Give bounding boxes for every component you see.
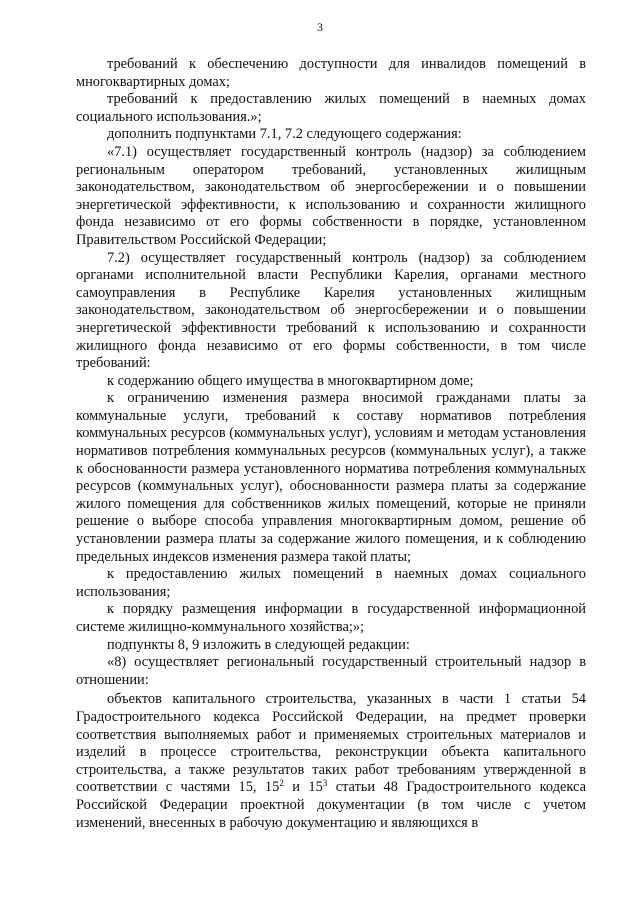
paragraph: подпункты 8, 9 изложить в следующей редакции: bbox=[107, 636, 410, 653]
paragraph: требований к обеспечению доступности для инвалидов помещений в многоквартирных домах; bbox=[76, 56, 586, 90]
paragraph: к ограничению изменения размера вносимой гражданами платы за коммунальные услуги, требований к составу нормативов потребления коммунальных ресурсов (коммунальных услуг), условиям и методам установления нормативов потребления коммунальных ресурсов (коммунальных услуг), а также к обоснованности размера установленного норматива потребления коммунальных ресурсов (коммунальных услуг), обоснованности размера платы за содержание жилого помещения для собственников жилых помещений, которые не приняли решение о выборе способа управления многоквартирным домом, решение об установлении размера платы за содержание жилого помещения, и к соблюдению предельных индексов изменения размера такой платы; bbox=[76, 390, 586, 565]
paragraph: к порядку размещения информации в государственной информационной системе жилищно-коммунального хозяйства;»; bbox=[76, 601, 586, 635]
paragraph: «8) осуществляет региональный государственный строительный надзор в отношении: bbox=[76, 654, 586, 688]
page-number: 3 bbox=[317, 20, 323, 34]
paragraph: 7.2) осуществляет государственный контроль (надзор) за соблюдением органами исполнительной власти Республики Карелия, органами местного самоуправления в Республике Карелия установленных жилищным законодательством, законодательством об энергосбережении и о повышении энергетической эффективности требований к использованию и сохранности жилищного фонда независимо от его формы собственности, в том числе требований: bbox=[76, 249, 586, 372]
paragraph-text: объектов капитального строительства, указанных в части 1 статьи 54 Градостроительного кодекса Российской Федерации, на предмет проверки соответствия выполняемых работ и применяемых строительных материалов и изделий в процессе строительства, реконструкции объекта капитального строительства, а также результатов таких работ требованиям утвержденной в соответствии с частями 15, 15 bbox=[76, 691, 586, 796]
paragraph bbox=[76, 691, 586, 832]
paragraph: к предоставлению жилых помещений в наемных домах социального использования; bbox=[76, 566, 586, 600]
paragraph: дополнить подпунктами 7.1, 7.2 следующего содержания: bbox=[107, 126, 462, 143]
paragraph: «7.1) осуществляет государственный контроль (надзор) за соблюдением региональным оператором требований, установленных жилищным законодательством, законодательством об энергосбережении и о повышении энергетической эффективности, к использованию и сохранности жилищного фонда независимо от его формы собственности в порядке, установленном Правительством Российской Федерации; bbox=[76, 143, 586, 248]
superscript: 3 bbox=[322, 778, 328, 789]
paragraph-text: и 15 bbox=[283, 779, 323, 796]
paragraph: требований к предоставлению жилых помещений в наемных домах социального использования.»; bbox=[76, 91, 586, 125]
paragraph: к содержанию общего имущества в многоквартирном доме; bbox=[107, 372, 474, 389]
paragraph-text: статьи 48 Градостроительного кодекса Российской Федерации проектной документации (в том числе с учетом изменений, внесенных в рабочую документацию и являющихся в bbox=[76, 779, 586, 831]
superscript: 2 bbox=[279, 778, 284, 789]
document-body bbox=[76, 56, 586, 832]
